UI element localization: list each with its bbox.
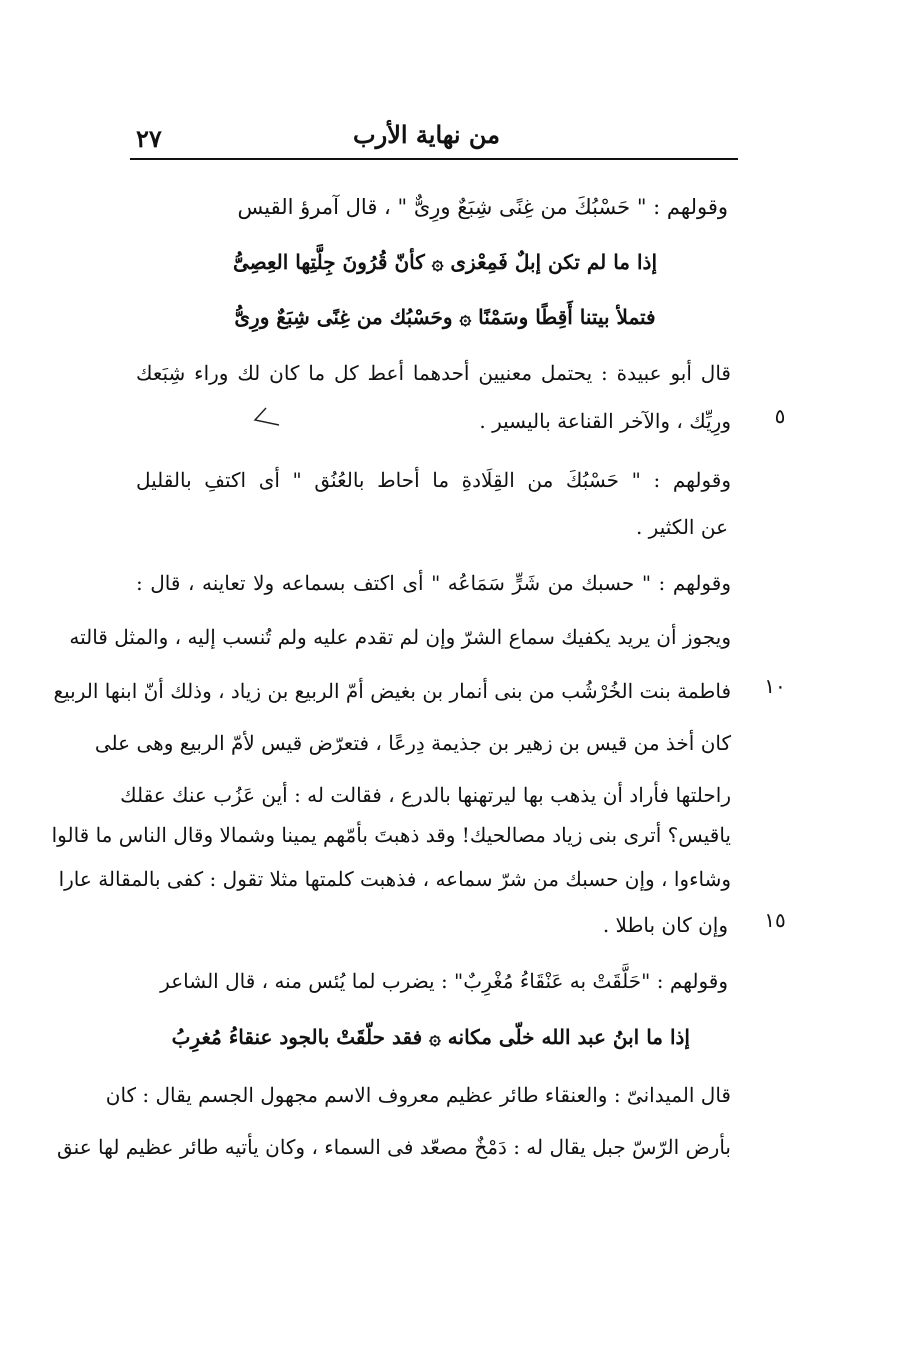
header-rule — [130, 158, 738, 160]
paragraph-line: قال الميدانىّ : والعنقاء طائر عظيم معروف الاسم مجهول الجسم يقال : كان — [105, 1083, 731, 1107]
paragraph-line: بأرض الرّسّ جبل يقال له : دَمْخٌ مصعّد فى السماء ، وكان يأتيه طائر عظيم لها عنق — [57, 1135, 731, 1159]
verse-line: فتملأ بيتنا أَقِطًا وسَمْنًا ۞ وحَسْبُك من غِنًى شِبَعٌ ورِىُّ — [234, 305, 656, 329]
line-number: ٥ — [774, 404, 786, 428]
paragraph-line: قال أبو عبيدة : يحتمل معنيين أحدهما أعط كل ما كان لك وراء شِبَعك — [136, 361, 731, 385]
paragraph-line: فاطمة بنت الخُرْشُب من بنى أنمار بن بغيض أمّ الربيع بن زياد ، وذلك أنّ ابنها الربيع — [53, 679, 731, 703]
paragraph-line: وقولهم : " حَسْبُكَ من غِنًى شِبَعٌ ورِىٌّ " ، قال آمرؤ القيس — [237, 195, 728, 219]
paragraph-line: ورِيِّك ، والآخر القناعة باليسير . — [479, 409, 731, 433]
line-number: ١٥ — [764, 908, 786, 932]
paragraph-line: كان أخذ من قيس بن زهير بن جذيمة دِرعًا ، فتعرّض قيس لأمّ الربيع وهى على — [94, 731, 731, 755]
paragraph-line: وإن كان باطلا . — [602, 913, 728, 937]
paragraph-line: عن الكثير . — [635, 515, 728, 539]
paragraph-line: وقولهم : " حَسْبُكَ من القِلَادةِ ما أحاط بالعُنُق " أى اكتفِ بالقليل — [136, 468, 731, 492]
paragraph-line: وشاءوا ، وإن حسبك من شرّ سماعه ، فذهبت كلمتها مثلا تقول : كفى بالمقالة عارا — [58, 867, 731, 891]
verse-line: إذا ما لم تكن إبلٌ فَمِعْزى ۞ كأنّ قُرُونَ جِلَّتِها العِصِىُّ — [232, 250, 658, 274]
paragraph-line: ويجوز أن يريد يكفيك سماع الشرّ وإن لم تقدم عليه ولم تُنسب إليه ، والمثل قالته — [69, 625, 731, 649]
verse-line: إذا ما ابنُ عبد الله خلّى مكانه ۞ فقد حلّقَتْ بالجود عنقاءُ مُغرِبُ — [171, 1025, 690, 1049]
paragraph-line: ياقيس؟ أترى بنى زياد مصالحيك! وقد ذهبتَ بأمّهم يمينا وشمالا وقال الناس ما قالوا — [51, 823, 731, 847]
margin-mark — [252, 406, 282, 428]
page-number: ٢٧ — [136, 124, 162, 153]
running-header-title: من نهاية الأرب — [353, 120, 500, 149]
line-number: ١٠ — [764, 674, 786, 698]
paragraph-line: راحلتها فأراد أن يذهب بها ليرتهنها بالدرع ، فقالت له : أين عَزُب عنك عقلك — [120, 783, 731, 807]
paragraph-line: وقولهم : " حسبك من شَرٍّ سَمَاعُه " أى اكتف بسماعه ولا تعاينه ، قال : — [136, 571, 731, 595]
paragraph-line: وقولهم : "حَلَّقَتْ به عَنْقَاءُ مُغْرِبٌ" : يضرب لما يُئس منه ، قال الشاعر — [160, 969, 728, 993]
